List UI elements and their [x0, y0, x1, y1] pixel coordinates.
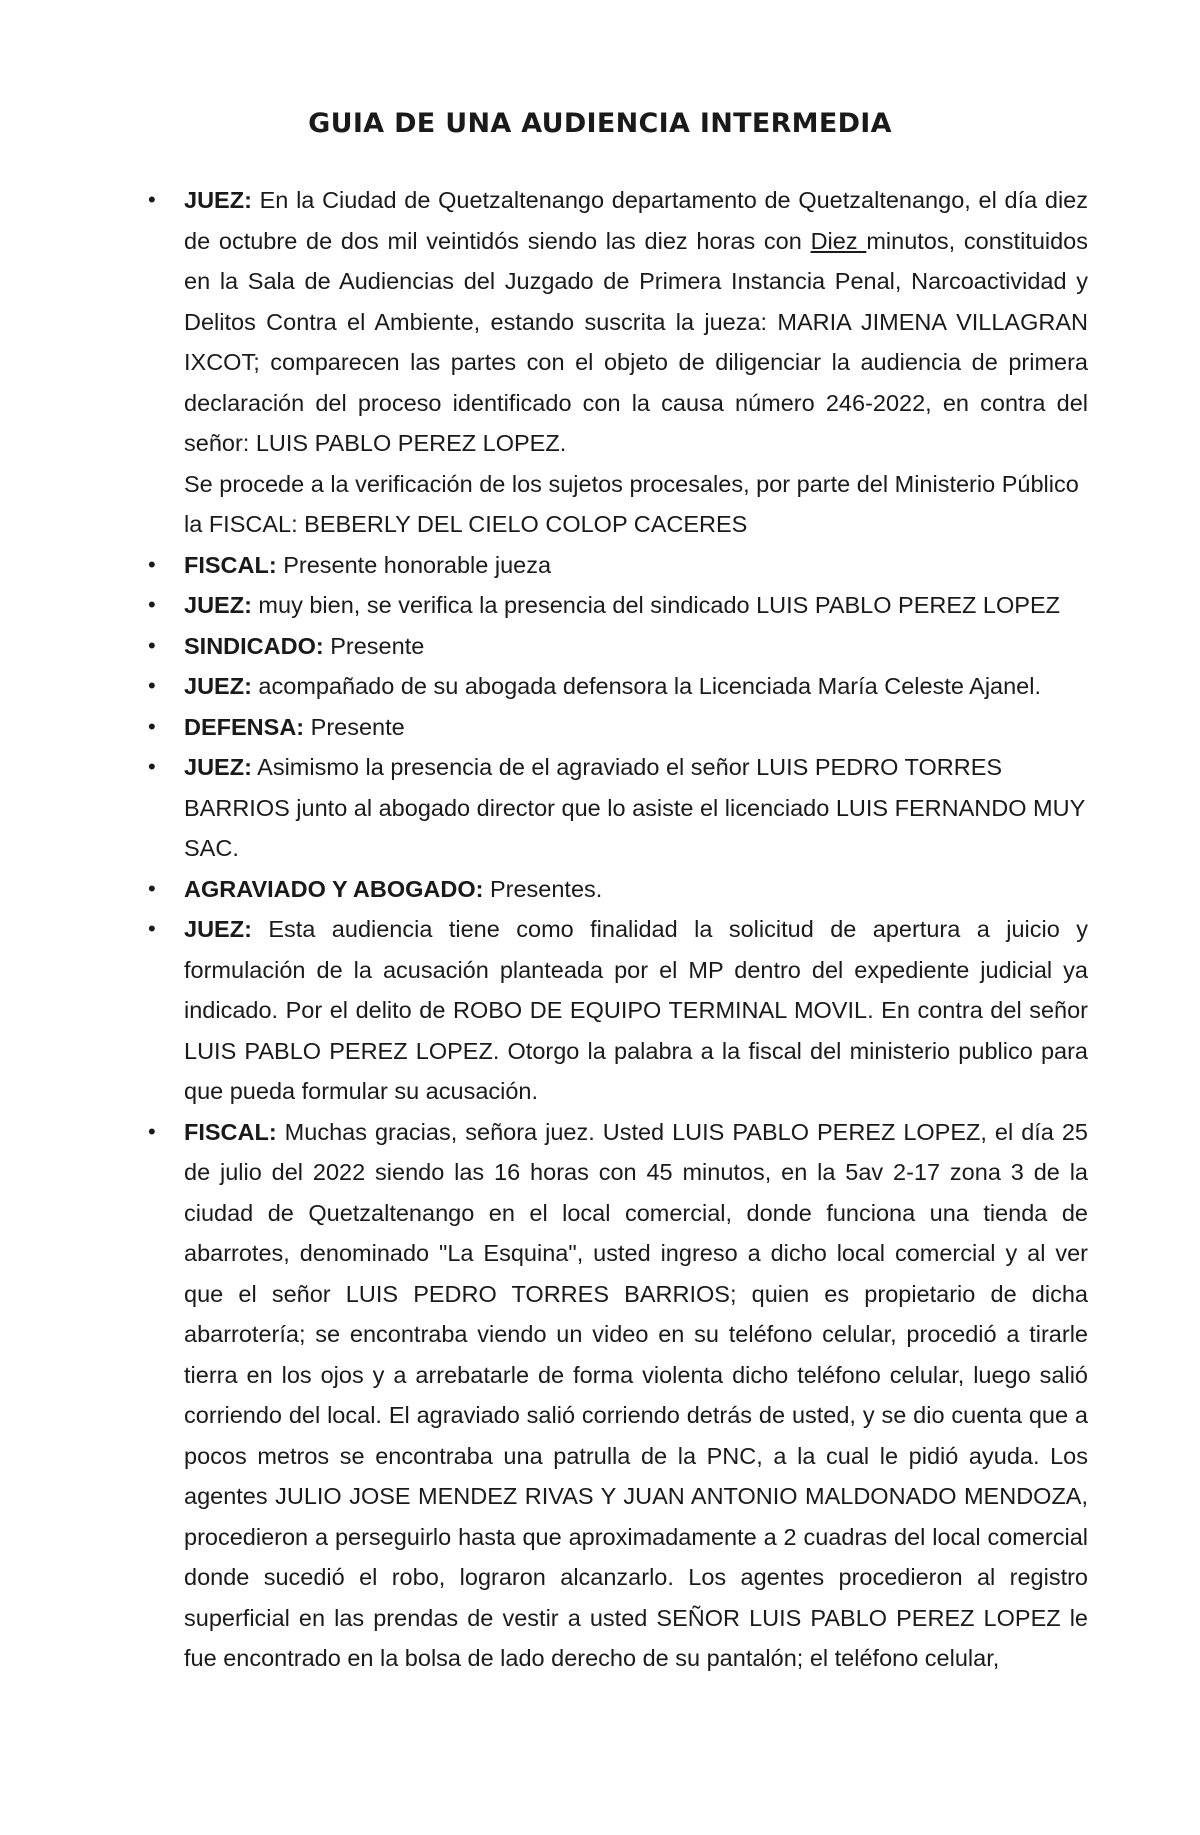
paragraph [184, 545, 1088, 586]
list-item [148, 180, 1088, 545]
underlined-text: Diez [810, 227, 867, 254]
speaker-label: JUEZ: [184, 673, 252, 699]
speaker-label: JUEZ: [184, 754, 252, 780]
paragraph-text: Presente [323, 632, 425, 659]
paragraph [184, 747, 1088, 869]
list-item [148, 869, 1088, 910]
list-item [148, 707, 1088, 748]
list-item [148, 909, 1088, 1112]
speaker-label: FISCAL: [184, 1118, 277, 1145]
speaker-label: AGRAVIADO Y ABOGADO: [184, 875, 484, 902]
bullet-icon: • [148, 187, 156, 212]
speaker-label: FISCAL: [184, 551, 277, 578]
speaker-label: JUEZ: [184, 592, 252, 618]
paragraph [184, 666, 1088, 707]
paragraph-text: acompañado de su abogada defensora la Licenciada María Celeste Ajanel. [251, 673, 1042, 699]
bullet-icon: • [148, 875, 156, 901]
speaker-label: JUEZ: [184, 916, 252, 942]
paragraph-text: Presente honorable jueza [276, 551, 552, 578]
paragraph-text: muy bien, se verifica la presencia del sindicado LUIS PABLO PEREZ LOPEZ [251, 592, 1060, 618]
document-title: GUIA DE UNA AUDIENCIA INTERMEDIA [308, 108, 892, 139]
paragraph [184, 707, 1088, 748]
paragraph [184, 626, 1088, 667]
paragraph-text: Esta audiencia tiene como finalidad la solicitud de apertura a juicio y formulación de la acusación planteada por el MP dentro del expediente judicial ya indicado. Por el delito de ROBO DE EQUIPO TERMINAL MOVIL. En contra del señor LUIS PABLO PEREZ LOPEZ. Otorgo la palabra a la fiscal del ministerio publico para que pueda formular su acusación. [184, 916, 1088, 1104]
paragraph [184, 180, 1088, 464]
paragraph [184, 1112, 1088, 1679]
paragraph-text: minutos, constituidos en la Sala de Audiencias del Juzgado de Primera Instancia Penal, Narcoactividad y Delitos Contra el Ambiente, estando suscrita la jueza: MARIA JIMENA VILLAGRAN IXCOT; comparecen las partes con el objeto de diligenciar la audiencia de primera declaración del proceso identificado con la causa número 246-2022, en contra del señor: LUIS PABLO PEREZ LOPEZ. [184, 227, 1088, 456]
paragraph-text: Presentes. [483, 875, 603, 902]
paragraph-text: Asimismo la presencia de el agraviado el señor LUIS PEDRO TORRES BARRIOS junto al abogado director que lo asiste el licenciado LUIS FERNANDO MUY SAC. [184, 754, 1085, 861]
bullet-icon: • [148, 916, 156, 941]
list-item [148, 666, 1088, 707]
continuation-paragraph: Se procede a la verificación de los sujetos procesales, por parte del Ministerio Público la FISCAL: BEBERLY DEL CIELO COLOP CACERES [184, 470, 1079, 537]
paragraph-text: Muchas gracias, señora juez. Usted LUIS PABLO PEREZ LOPEZ, el día 25 de julio del 2022 siendo las 16 horas con 45 minutos, en la 5av 2-17 zona 3 de la ciudad de Quetzaltenango en el local comercial, donde funciona una tienda de abarrotes, denominado "La Esquina", usted ingreso a dicho local comercial y al ver que el señor LUIS PEDRO TORRES BARRIOS; quien es propietario de dicha abarrotería; se encontraba viendo un video en su teléfono celular, procedió a tirarle tierra en los ojos y a arrebatarle de forma violenta dicho teléfono celular, luego salió corriendo del local. El agraviado salió corriendo detrás de usted, y se dio cuenta que a pocos metros se encontraba una patrulla de la PNC, a la cual le pidió ayuda. Los agentes JULIO JOSE MENDEZ RIVAS Y JUAN ANTONIO MALDONADO MENDOZA, procedieron a perseguirlo hasta que aproximadamente a 2 cuadras del local comercial donde sucedió el robo, lograron alcanzarlo. Los agentes procedieron al registro superficial en las prendas de vestir a usted SEÑOR LUIS PABLO PEREZ LOPEZ le fue encontrado en la bolsa de lado derecho de su pantalón; el teléfono celular, [184, 1118, 1088, 1671]
speaker-label: DEFENSA: [184, 713, 305, 740]
paragraph-text: Presente [304, 713, 405, 740]
document-body [148, 180, 1088, 1679]
list-item [148, 747, 1088, 869]
list-item [148, 626, 1088, 667]
list-item [148, 545, 1088, 586]
speaker-label: JUEZ: [184, 187, 252, 213]
bullet-icon: • [148, 632, 156, 658]
bullet-icon: • [148, 713, 156, 739]
paragraph-text: En la Ciudad de Quetzaltenango departamento de Quetzaltenango, el día diez de octubre de dos mil veintidós siendo las diez horas con [184, 187, 1088, 254]
bullet-icon: • [148, 754, 156, 779]
bullet-icon: • [148, 551, 156, 577]
list-item [148, 585, 1088, 626]
paragraph [184, 869, 1088, 910]
speaker-label: SINDICADO: [184, 632, 324, 659]
bullet-icon: • [148, 592, 156, 617]
bullet-icon: • [148, 1118, 156, 1144]
paragraph [184, 909, 1088, 1112]
paragraph [184, 585, 1088, 626]
bullet-icon: • [148, 673, 156, 698]
list-item [148, 1112, 1088, 1679]
